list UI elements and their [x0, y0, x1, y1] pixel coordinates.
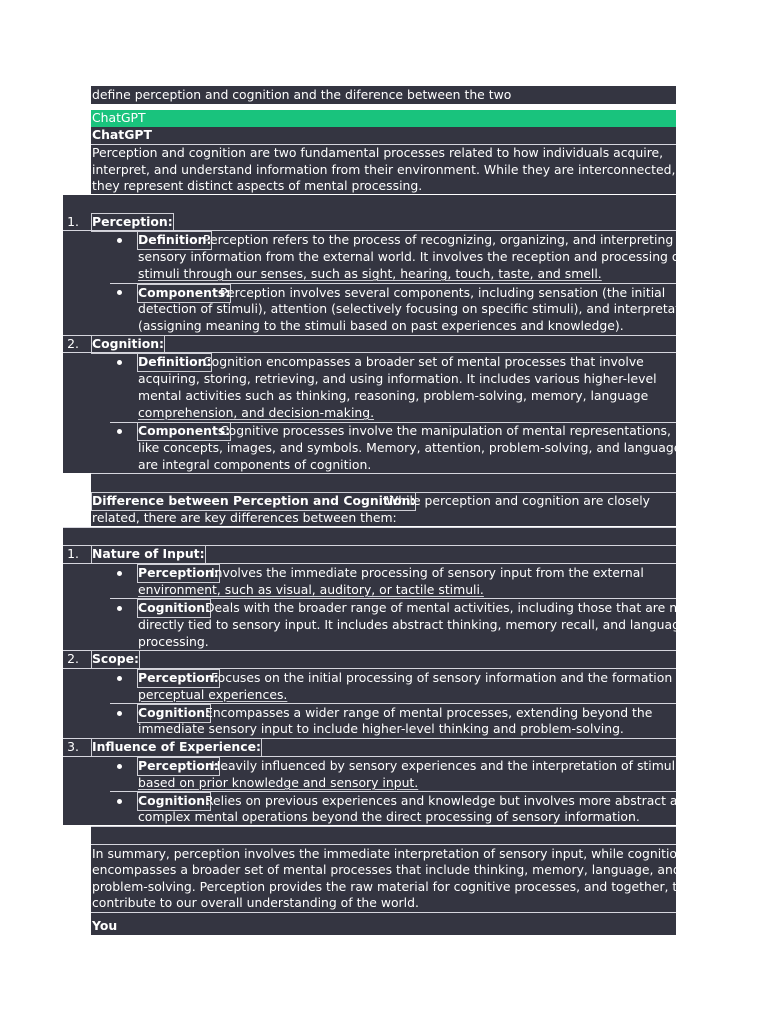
perception-text: based on prior knowledge and sensory input. — [138, 775, 419, 790]
divider — [91, 473, 676, 474]
difference-text: related, there are key differences between them: — [92, 510, 397, 525]
components-text: like concepts, images, and symbols. Memory, attention, problem-solving, and language — [138, 440, 682, 455]
perception-label: Perception: — [138, 565, 219, 580]
perception-text: Involves the immediate processing of sensory input from the external — [211, 565, 644, 580]
definition-label: Definition: — [138, 232, 212, 247]
spacer-bar — [63, 195, 676, 212]
cognition-text: Encompasses a wider range of mental processes, extending beyond the — [205, 705, 653, 720]
cognition-text: complex mental operations beyond the direct processing of sensory information. — [138, 809, 640, 824]
definition-label: Definition: — [138, 354, 212, 369]
definition-text: comprehension, and decision-making. — [138, 405, 375, 420]
bullet-icon — [117, 360, 122, 365]
bullet-icon — [117, 799, 122, 804]
divider — [110, 598, 676, 599]
perception-heading: Perception: — [92, 214, 173, 229]
summary-line: encompasses a broader set of mental processes that include thinking, memory, language, and — [92, 862, 681, 877]
divider — [91, 844, 676, 845]
summary-line: In summary, perception involves the immediate interpretation of sensory input, while cognition — [92, 846, 685, 861]
cognition-heading: Cognition: — [92, 336, 165, 351]
bullet-icon — [117, 606, 122, 611]
definition-text: sensory information from the external world. It involves the reception and processing of — [138, 249, 684, 264]
definition-text: acquiring, storing, retrieving, and using information. It includes various higher-level — [138, 371, 657, 386]
components-label: Components: — [138, 423, 231, 438]
influence-heading: Influence of Experience: — [92, 739, 261, 754]
perception-label: Perception: — [138, 670, 219, 685]
perception-label: Perception: — [138, 758, 219, 773]
components-text: are integral components of cognition. — [138, 457, 372, 472]
list-number: 1. — [67, 546, 79, 561]
user-prompt-text: define perception and cognition and the diference between the two — [92, 87, 512, 102]
divider — [63, 756, 676, 757]
cognition-label: Cognition: — [138, 600, 211, 615]
components-label: Components: — [138, 285, 231, 300]
cognition-label: Cognition: — [138, 705, 211, 720]
bullet-icon — [117, 571, 122, 576]
bullet-icon — [117, 764, 122, 769]
assistant-badge-text: ChatGPT — [92, 110, 146, 125]
summary-line: problem-solving. Perception provides the raw material for cognitive processes, and together, they — [92, 879, 701, 894]
divider — [91, 912, 676, 913]
cognition-text: Relies on previous experiences and knowledge but involves more abstract and — [205, 793, 694, 808]
perception-text: Heavily influenced by sensory experiences and the interpretation of stimuli — [211, 758, 679, 773]
divider — [63, 230, 676, 231]
spacer-bar — [63, 527, 676, 545]
divider — [63, 527, 676, 528]
divider — [91, 826, 676, 827]
definition-text: Cognition encompasses a broader set of mental processes that involve — [203, 354, 644, 369]
cognition-text: Deals with the broader range of mental activities, including those that are not — [205, 600, 690, 615]
perception-text: perceptual experiences. — [138, 687, 288, 702]
spacer-bar — [91, 826, 676, 844]
perception-text: Focuses on the initial processing of sensory information and the formation of — [211, 670, 689, 685]
definition-text: mental activities such as thinking, reasoning, problem-solving, memory, language — [138, 388, 649, 403]
components-text: Perception involves several components, including sensation (the initial — [220, 285, 666, 300]
divider — [110, 791, 676, 792]
spacer-bar — [91, 473, 676, 492]
user-label: You — [92, 918, 118, 933]
bullet-icon — [117, 711, 122, 716]
definition-text: stimuli through our senses, such as sight, hearing, touch, taste, and smell. — [138, 266, 602, 281]
divider — [110, 703, 676, 704]
cognition-text: immediate sensory input to include higher-level thinking and problem-solving. — [138, 721, 624, 736]
user-label-bar — [91, 912, 676, 935]
scope-heading: Scope: — [92, 651, 140, 666]
list-number: 2. — [67, 336, 79, 351]
cognition-text: processing. — [138, 634, 209, 649]
assistant-badge-bar — [91, 110, 676, 127]
summary-line: contribute to our overall understanding of the world. — [92, 895, 419, 910]
intro-line: interpret, and understand information from their environment. While they are interconnected, — [92, 162, 676, 177]
intro-line: they represent distinct aspects of mental processing. — [92, 178, 423, 193]
divider — [63, 563, 676, 564]
components-text: Cognitive processes involve the manipulation of mental representations, — [220, 423, 671, 438]
bullet-icon — [117, 238, 122, 243]
divider — [63, 650, 676, 651]
cognition-text: directly tied to sensory input. It includes abstract thinking, memory recall, and language — [138, 617, 688, 632]
difference-text: While perception and cognition are closely — [386, 493, 650, 508]
bullet-icon — [117, 676, 122, 681]
difference-label: Difference between Perception and Cognition: — [92, 493, 416, 508]
nature-of-input-heading: Nature of Input: — [92, 546, 205, 561]
list-number: 2. — [67, 651, 79, 666]
list-number: 3. — [67, 739, 79, 754]
perception-text: environment, such as visual, auditory, or tactile stimuli. — [138, 582, 484, 597]
components-text: (assigning meaning to the stimuli based on past experiences and knowledge). — [138, 318, 624, 333]
assistant-name: ChatGPT — [92, 127, 152, 142]
list-number: 1. — [67, 214, 79, 229]
definition-text: Perception refers to the process of recognizing, organizing, and interpreting — [203, 232, 674, 247]
components-text: detection of stimuli), attention (selectively focusing on specific stimuli), and interpretation — [138, 301, 700, 316]
divider — [63, 668, 676, 669]
intro-line: Perception and cognition are two fundamental processes related to how individuals acquire, — [92, 145, 664, 160]
cognition-label: Cognition: — [138, 793, 211, 808]
divider — [63, 352, 676, 353]
divider — [110, 283, 676, 284]
bullet-icon — [117, 290, 122, 295]
bullet-icon — [117, 429, 122, 434]
